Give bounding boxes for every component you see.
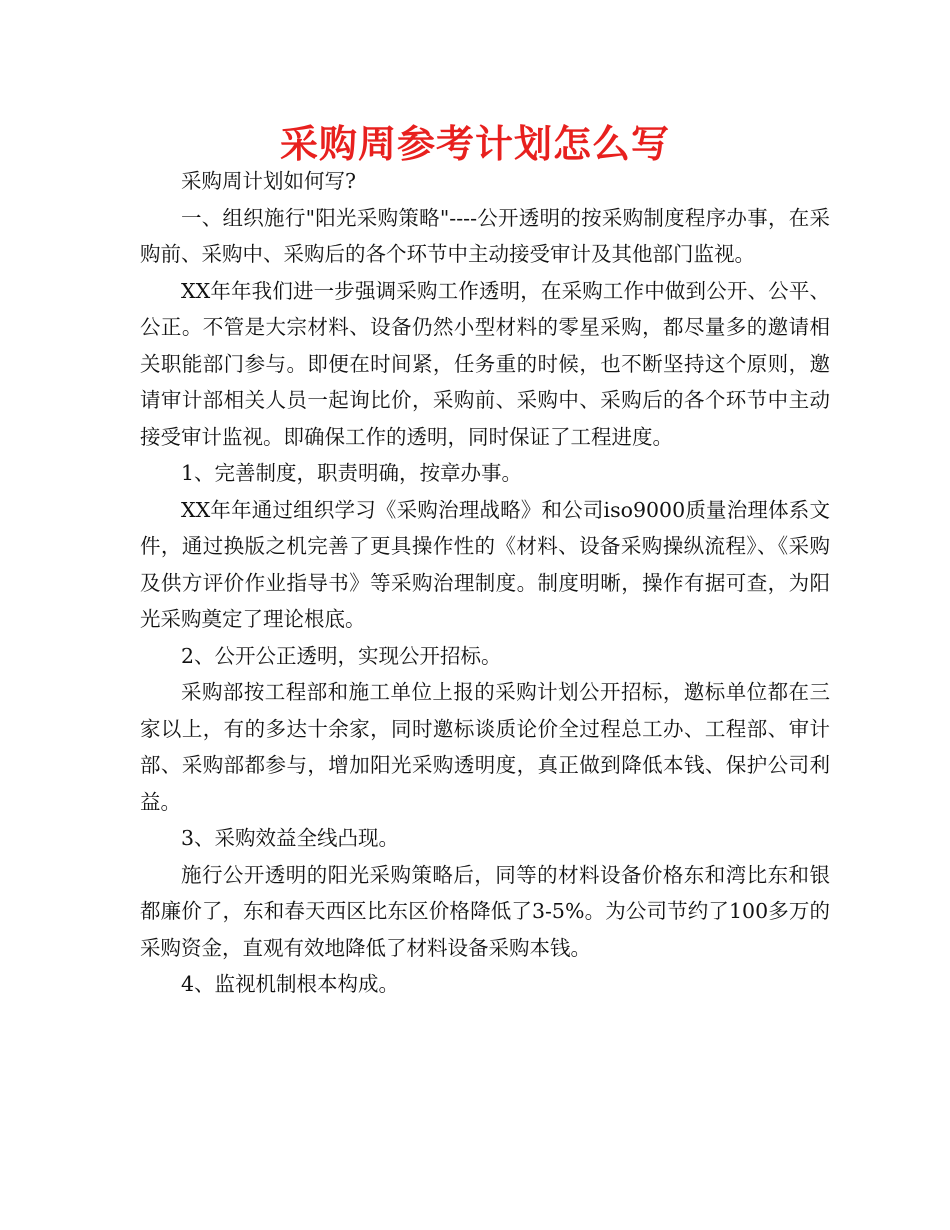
paragraph-item-1: 1、完善制度，职责明确，按章办事。 [181, 461, 523, 485]
paragraph-bidding: 采购部按工程部和施工单位上报的采购计划公开招标，邀标单位都在三家以上，有的多达十余家，同时邀标谈质论价全过程总工办、工程部、审计部、采购部都参与，增加阳光采购透明度，真正做到降低本钱、保护公司利益。 [140, 680, 830, 814]
document-body [140, 163, 830, 1003]
paragraph-item-4: 4、监视机制根本构成。 [181, 972, 400, 996]
paragraph-transparency: XX年年我们进一步强调采购工作透明，在采购工作中做到公开、公平、公正。不管是大宗材料、设备仍然小型材料的零星采购，都尽量多的邀请相关职能部门参与。即便在时间紧，任务重的时候，也不断坚持这个原则，邀请审计部相关人员一起询比价，采购前、采购中、采购后的各个环节中主动接受审计监视。即确保工作的透明，同时保证了工程进度。 [140, 278, 830, 449]
paragraph-section-one: 一、组织施行"阳光采购策略"----公开透明的按采购制度程序办事，在采购前、采购中、采购后的各个环节中主动接受审计及其他部门监视。 [140, 205, 830, 266]
paragraph-heading-question: 采购周计划如何写? [181, 169, 356, 193]
paragraph-savings: 施行公开透明的阳光采购策略后，同等的材料设备价格东和湾比东和银都廉价了，东和春天西区比东区价格降低了3-5%。为公司节约了100多万的采购资金，直观有效地降低了材料设备采购本钱。 [140, 862, 830, 960]
paragraph-system-docs: XX年年通过组织学习《采购治理战略》和公司iso9000质量治理体系文件，通过换版之机完善了更具操作性的《材料、设备采购操纵流程》、《采购及供方评价作业指导书》等采购治理制度。制度明晰，操作有据可查，为阳光采购奠定了理论根底。 [140, 497, 830, 631]
page-title: 采购周参考计划怎么写 [279, 122, 670, 166]
paragraph-item-2: 2、公开公正透明，实现公开招标。 [181, 643, 502, 668]
paragraph-item-3: 3、采购效益全线凸现。 [181, 826, 400, 850]
